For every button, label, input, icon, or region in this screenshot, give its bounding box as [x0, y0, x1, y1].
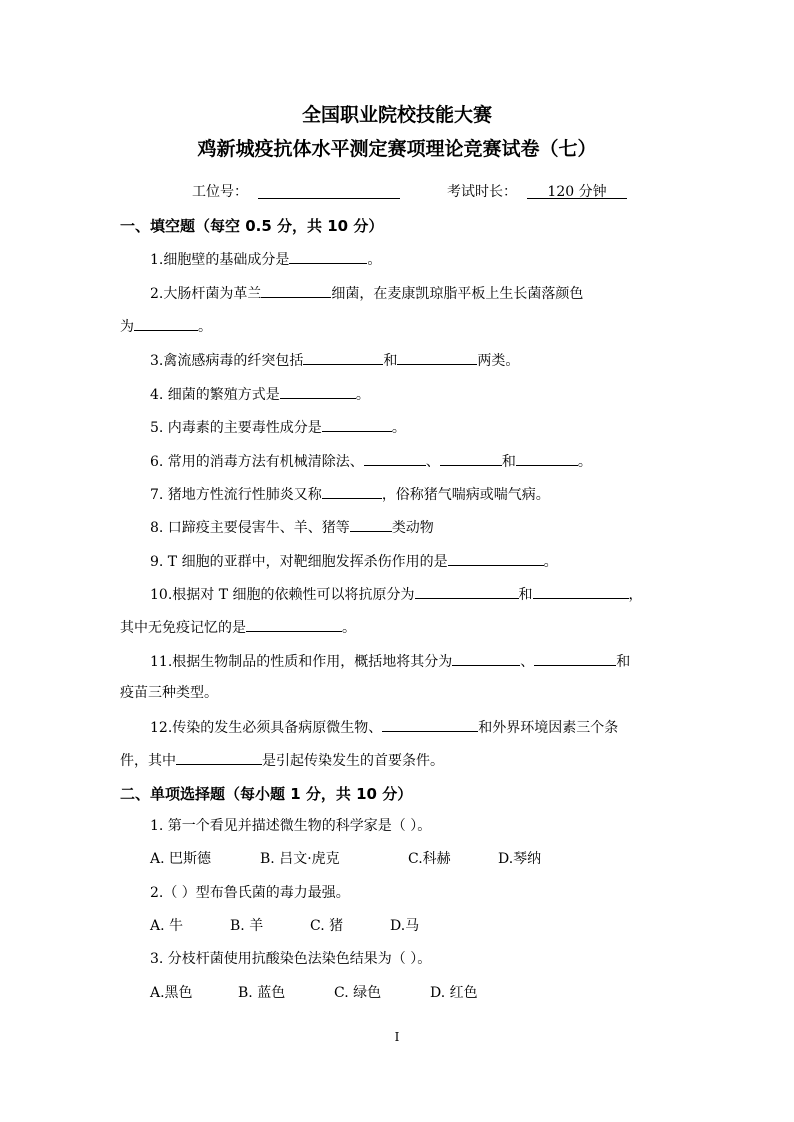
fill-question-12-cont — [120, 750, 444, 770]
fill-question-3 — [150, 350, 519, 370]
duration-value: 120 分钟 — [547, 184, 607, 200]
q1-end: 。 — [367, 252, 382, 268]
option-b[interactable]: B. 羊 — [230, 918, 264, 934]
fill-question-7 — [150, 484, 550, 504]
q10-blank-3[interactable] — [246, 617, 342, 632]
q6-blank-2[interactable] — [440, 451, 502, 466]
option-b[interactable]: B. 蓝色 — [238, 985, 286, 1001]
option-a[interactable]: A. 巴斯德 — [150, 851, 212, 867]
fill-question-11 — [150, 651, 630, 671]
option-b[interactable]: B. 吕文·虎克 — [260, 851, 340, 867]
q4-end: 。 — [355, 387, 370, 403]
q8-blank[interactable] — [350, 517, 392, 532]
choice-question-3-stem: 3. 分枝杆菌使用抗酸染色法染色结果为（ ）。 — [150, 951, 432, 967]
fill-question-6 — [150, 451, 592, 471]
q3-text-b: 和 — [383, 353, 398, 369]
exam-title-line1: 全国职业院校技能大赛 — [301, 104, 492, 126]
fill-question-1 — [150, 249, 381, 269]
q10-and: 和 — [518, 587, 533, 603]
q3-end: 两类。 — [477, 353, 520, 369]
choice-question-2-options — [150, 917, 419, 935]
q9-end: 。 — [543, 554, 558, 570]
q11-end: 疫苗三种类型。 — [120, 685, 218, 701]
fill-question-12 — [150, 717, 618, 737]
option-a[interactable]: A.黑色 — [150, 985, 193, 1001]
fill-question-4 — [150, 384, 370, 404]
q6-blank-3[interactable] — [516, 451, 578, 466]
q12-text-b: 和外界环境因素三个条 — [478, 720, 619, 736]
q2-text: 2.大肠杆菌为革兰 — [150, 286, 262, 302]
q3-text: 3.禽流感病毒的纤突包括 — [150, 353, 304, 369]
q8-text: 8. 口蹄疫主要侵害牛、羊、猪等 — [150, 520, 350, 536]
q12-text: 12.传染的发生必须具备病原微生物、 — [150, 720, 383, 736]
q9-text: 9. T 细胞的亚群中，对靶细胞发挥杀伤作用的是 — [150, 554, 448, 570]
fill-question-2 — [150, 283, 583, 303]
q12-blank-1[interactable] — [382, 717, 478, 732]
station-id-blank[interactable] — [258, 181, 400, 199]
q10-blank-1[interactable] — [415, 584, 519, 599]
q2-text-b: 细菌，在麦康凯琼脂平板上生长菌落颜色 — [331, 286, 584, 302]
option-a[interactable]: A. 牛 — [150, 918, 184, 934]
option-c[interactable]: C. 猪 — [310, 918, 344, 934]
q10-text-d: 其中无免疫记忆的是 — [120, 620, 246, 636]
q10-comma: ， — [628, 587, 643, 603]
choice-question-1-stem: 1. 第一个看见并描述微生物的科学家是（ ）。 — [150, 818, 432, 834]
fill-question-10-cont — [120, 617, 356, 637]
section1-heading: 一、填空题（每空 0.5 分，共 10 分） — [120, 217, 384, 235]
q10-text: 10.根据对 T 细胞的依赖性可以将抗原分为 — [150, 587, 415, 603]
q1-text: 1.细胞壁的基础成分是 — [150, 252, 290, 268]
station-id-label: 工位号： — [192, 184, 248, 200]
q5-text: 5. 内毒素的主要毒性成分是 — [150, 420, 322, 436]
q12-end: 是引起传染发生的首要条件。 — [262, 753, 444, 769]
option-d[interactable]: D.马 — [390, 918, 420, 934]
q9-blank[interactable] — [448, 551, 544, 566]
q5-end: 。 — [391, 420, 406, 436]
page-number: I — [394, 1030, 400, 1044]
q2-end: 。 — [198, 319, 212, 335]
q10-end: 。 — [342, 620, 356, 636]
q11-blank-1[interactable] — [452, 651, 520, 666]
q2-blank-1[interactable] — [261, 283, 331, 298]
fill-question-9 — [150, 551, 558, 571]
option-c[interactable]: C. 绿色 — [334, 985, 382, 1001]
q2-blank-2[interactable] — [134, 316, 198, 331]
q12-text-c: 件，其中 — [120, 753, 176, 769]
exam-title-line2: 鸡新城疫抗体水平测定赛项理论竞赛试卷（七） — [197, 138, 597, 160]
fill-question-2-cont — [120, 316, 212, 336]
q1-blank[interactable] — [289, 249, 367, 264]
q6-sep: 、 — [425, 454, 440, 470]
fill-question-5 — [150, 417, 406, 437]
duration-label: 考试时长： — [447, 184, 517, 200]
choice-question-2-stem: 2.（ ）型布鲁氏菌的毒力最强。 — [150, 885, 350, 901]
q11-and: 和 — [616, 654, 631, 670]
option-d[interactable]: D. 红色 — [430, 985, 478, 1001]
q5-blank[interactable] — [322, 417, 392, 432]
q12-blank-2[interactable] — [176, 750, 262, 765]
q6-text: 6. 常用的消毒方法有机械清除法、 — [150, 454, 364, 470]
q3-blank-2[interactable] — [397, 350, 477, 365]
q6-blank-1[interactable] — [364, 451, 426, 466]
q11-blank-2[interactable] — [534, 651, 616, 666]
q4-blank[interactable] — [280, 384, 356, 399]
q8-end: 类动物 — [391, 520, 434, 536]
q6-end: 。 — [577, 454, 592, 470]
q7-text: 7. 猪地方性流行性肺炎又称 — [150, 487, 322, 503]
choice-question-1-options — [150, 850, 541, 868]
choice-question-3-options — [150, 984, 478, 1002]
option-d[interactable]: D.琴纳 — [498, 851, 542, 867]
fill-question-8 — [150, 517, 434, 537]
q7-blank[interactable] — [322, 484, 382, 499]
q6-and: 和 — [501, 454, 516, 470]
fill-question-10 — [150, 584, 643, 604]
section2-heading: 二、单项选择题（每小题 1 分，共 10 分） — [120, 785, 413, 803]
q11-text: 11.根据生物制品的性质和作用，概括地将其分为 — [150, 654, 453, 670]
q2-text-c: 为 — [120, 319, 134, 335]
q3-blank-1[interactable] — [303, 350, 383, 365]
fill-question-11-cont — [120, 684, 218, 702]
q4-text: 4. 细菌的繁殖方式是 — [150, 387, 280, 403]
q10-blank-2[interactable] — [533, 584, 629, 599]
q7-end: ，俗称猪气喘病或喘气病。 — [381, 487, 550, 503]
q11-sep: 、 — [520, 654, 535, 670]
option-c[interactable]: C.科赫 — [408, 851, 451, 867]
